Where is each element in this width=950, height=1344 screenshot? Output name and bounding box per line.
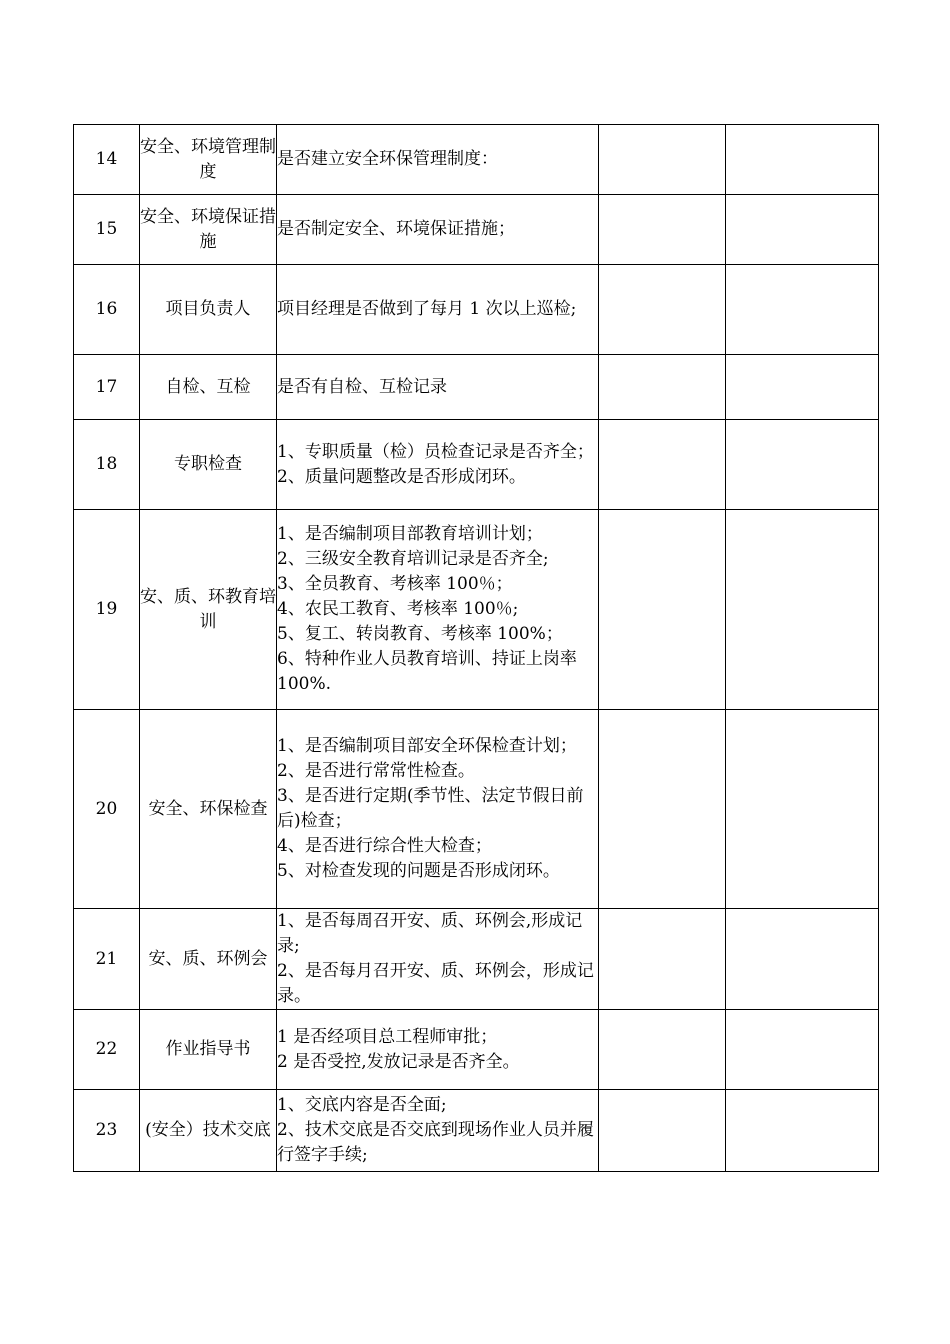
remarks-cell[interactable] (726, 125, 879, 195)
inspection-table (73, 124, 879, 1172)
check-item: 作业指导书 (140, 1010, 277, 1090)
check-item: 安全、环境管理制度 (140, 125, 277, 195)
check-content-line: 3、全员教育、考核率 100％； (277, 574, 513, 594)
remarks-cell[interactable] (726, 710, 879, 909)
table-row (74, 710, 879, 909)
check-content (277, 1090, 599, 1172)
table-row (74, 265, 879, 355)
row-number: 15 (74, 195, 140, 265)
check-content-line: 4、农民工教育、考核率 100％; (277, 599, 519, 619)
result-cell[interactable] (599, 510, 726, 710)
check-item: 安、质、环教育培训 (140, 510, 277, 710)
table-row (74, 1010, 879, 1090)
row-number: 18 (74, 420, 140, 510)
check-item: 自检、互检 (140, 355, 277, 420)
check-content-line: 5、复工、转岗教育、考核率 100%； (277, 624, 563, 644)
check-content (277, 909, 599, 1010)
check-content (277, 510, 599, 710)
check-content-line: 2、是否每月召开安、质、环例会，形成记录。 (277, 961, 594, 1006)
remarks-cell[interactable] (726, 909, 879, 1010)
check-item: 安、质、环例会 (140, 909, 277, 1010)
result-cell[interactable] (599, 1010, 726, 1090)
table-row (74, 195, 879, 265)
check-content-line: 2、技术交底是否交底到现场作业人员并履行签字手续; (277, 1120, 594, 1165)
check-content (277, 195, 599, 265)
check-item: 专职检查 (140, 420, 277, 510)
row-number: 20 (74, 710, 140, 909)
check-content-line: 1、交底内容是否全面; (277, 1095, 447, 1115)
check-item: (安全）技术交底 (140, 1090, 277, 1172)
check-content-line: 是否有自检、互检记录 (277, 376, 447, 397)
row-number: 14 (74, 125, 140, 195)
row-number: 16 (74, 265, 140, 355)
check-content-line: 2 是否受控,发放记录是否齐全。 (277, 1051, 520, 1072)
remarks-cell[interactable] (726, 265, 879, 355)
row-number: 17 (74, 355, 140, 420)
table-row (74, 1090, 879, 1172)
check-content (277, 1010, 599, 1090)
remarks-cell[interactable] (726, 355, 879, 420)
remarks-cell[interactable] (726, 510, 879, 710)
row-number: 23 (74, 1090, 140, 1172)
result-cell[interactable] (599, 355, 726, 420)
result-cell[interactable] (599, 420, 726, 510)
check-content (277, 355, 599, 420)
check-content (277, 420, 599, 510)
table-row (74, 510, 879, 710)
result-cell[interactable] (599, 1090, 726, 1172)
check-item: 安全、环保检查 (140, 710, 277, 909)
remarks-cell[interactable] (726, 1010, 879, 1090)
table-body (74, 125, 879, 1172)
check-content-line: 2、是否进行常常性检查。 (277, 761, 475, 781)
check-content-line: 3、是否进行定期(季节性、法定节假日前后)检查； (277, 786, 584, 831)
table-row (74, 909, 879, 1010)
check-content-line: 项目经理是否做到了每月 1 次以上巡检; (277, 299, 577, 319)
check-content-line: 1、专职质量（检）员检查记录是否齐全； (277, 441, 594, 462)
check-content-line: 1、是否每周召开安、质、环例会,形成记录; (277, 911, 583, 956)
check-content-line: 4、是否进行综合性大检查； (277, 836, 492, 856)
check-content (277, 710, 599, 909)
table-row (74, 420, 879, 510)
table-row (74, 355, 879, 420)
result-cell[interactable] (599, 125, 726, 195)
check-item: 安全、环境保证措施 (140, 195, 277, 265)
result-cell[interactable] (599, 909, 726, 1010)
check-content-line: 是否建立安全环保管理制度： (277, 149, 498, 169)
row-number: 22 (74, 1010, 140, 1090)
table-row (74, 125, 879, 195)
check-content-line: 1、是否编制项目部教育培训计划； (277, 524, 543, 544)
result-cell[interactable] (599, 195, 726, 265)
check-content-line: 2、质量问题整改是否形成闭环。 (277, 466, 526, 487)
check-content-line: 1、是否编制项目部安全环保检查计划； (277, 736, 577, 756)
check-content-line: 1 是否经项目总工程师审批； (277, 1026, 498, 1047)
check-content-line: 6、特种作业人员教育培训、持证上岗率 100%. (277, 649, 577, 694)
row-number: 21 (74, 909, 140, 1010)
remarks-cell[interactable] (726, 195, 879, 265)
result-cell[interactable] (599, 710, 726, 909)
check-content (277, 125, 599, 195)
remarks-cell[interactable] (726, 1090, 879, 1172)
row-number: 19 (74, 510, 140, 710)
remarks-cell[interactable] (726, 420, 879, 510)
result-cell[interactable] (599, 265, 726, 355)
check-content-line: 是否制定安全、环境保证措施； (277, 219, 515, 239)
check-content-line: 2、三级安全教育培训记录是否齐全; (277, 549, 549, 569)
check-content (277, 265, 599, 355)
check-content-line: 5、对检查发现的问题是否形成闭环。 (277, 861, 560, 881)
check-item: 项目负责人 (140, 265, 277, 355)
